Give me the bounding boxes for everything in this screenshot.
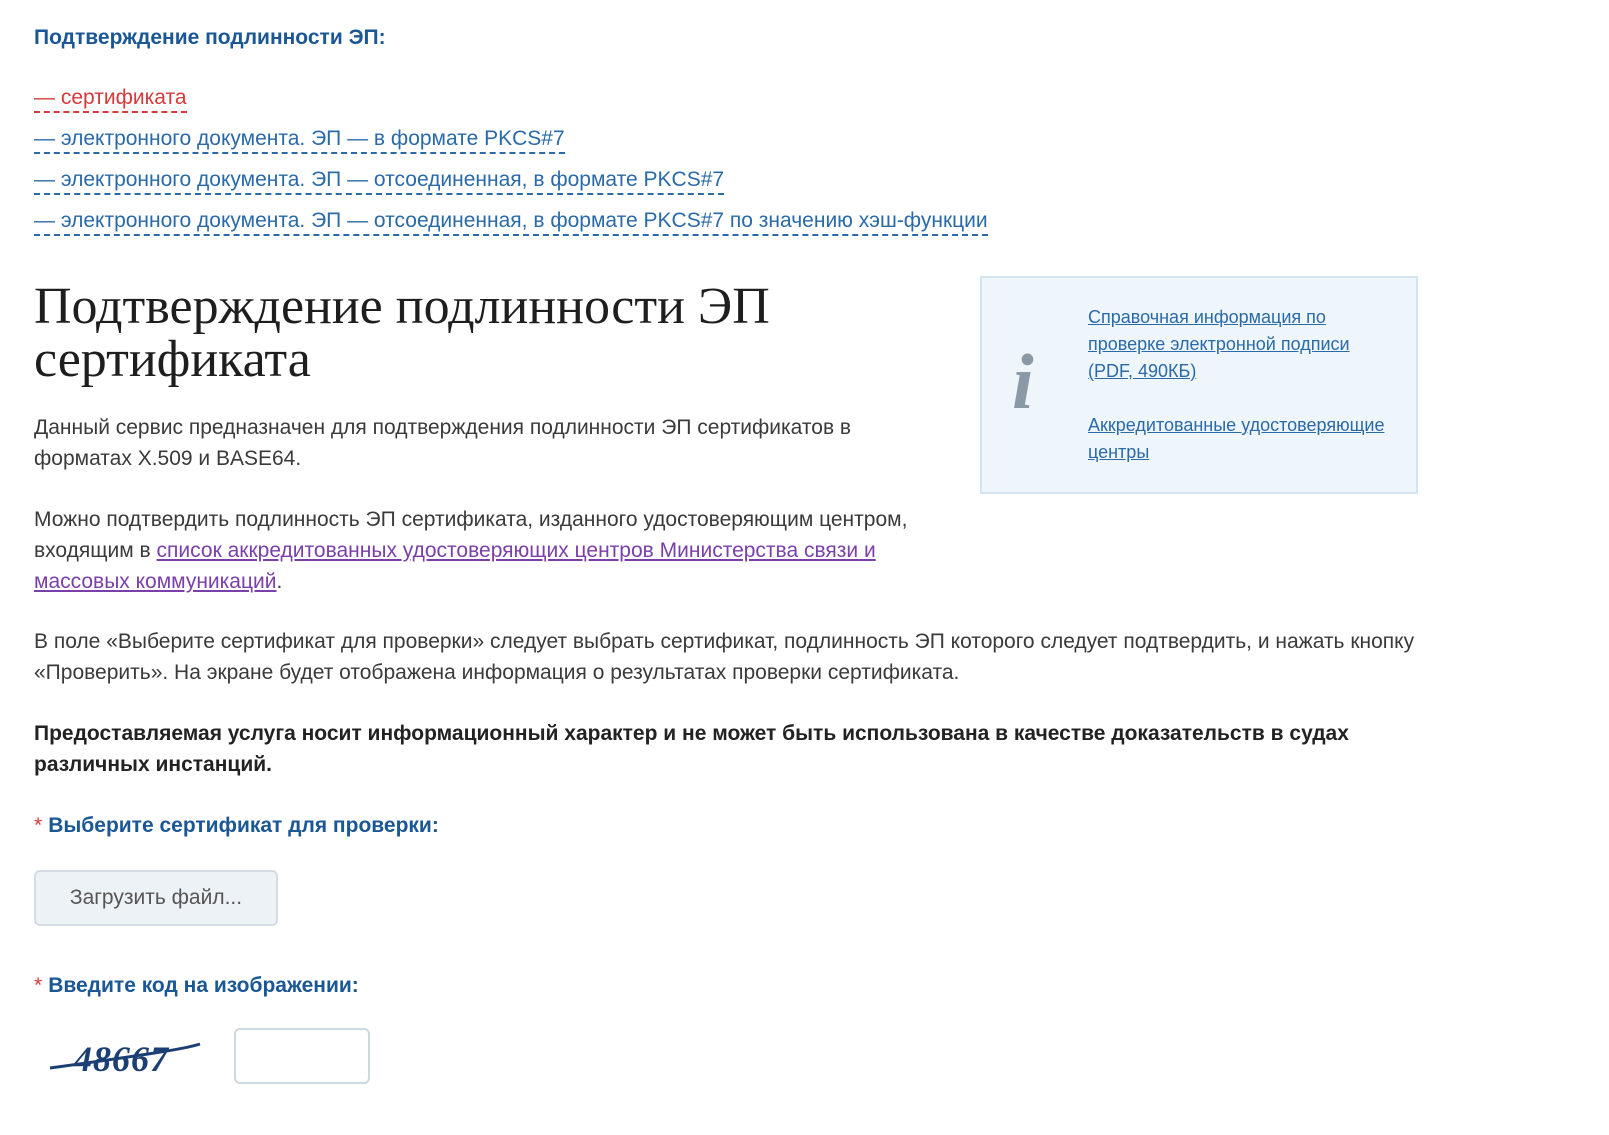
nav-item-document-detached xyxy=(34,168,988,209)
accredited-list-link[interactable]: список аккредитованных удостоверяющих центров Министерства связи и массовых коммуникаций xyxy=(34,539,876,593)
required-mark: * xyxy=(34,974,43,997)
accredited-text-after: . xyxy=(276,570,283,593)
nav-link-document-hash[interactable]: — электронного документа. ЭП — отсоединенная, в формате PKCS#7 по значению хэш-функции xyxy=(34,209,988,236)
upload-file-button[interactable]: Загрузить файл... xyxy=(34,870,278,926)
certificate-label-text: Выберите сертификат для проверки: xyxy=(48,814,439,837)
nav-link-document-detached[interactable]: — электронного документа. ЭП — отсоединенная, в формате PKCS#7 xyxy=(34,168,724,195)
nav-item-document-hash xyxy=(34,209,988,250)
page-title: Подтверждение подлинности ЭП сертификата xyxy=(34,278,770,388)
info-links xyxy=(1088,304,1388,466)
info-icon: i xyxy=(1012,338,1034,425)
nav-item-document-pkcs7 xyxy=(34,127,988,168)
info-box xyxy=(980,276,1418,494)
intro-text: Данный сервис предназначен для подтверждения подлинности ЭП сертификатов в форматах X.509 и BASE64. xyxy=(34,416,852,470)
required-mark: * xyxy=(34,814,43,837)
certificate-field-label xyxy=(34,814,439,838)
captcha-image xyxy=(48,1034,204,1082)
help-pdf-link[interactable]: Справочная информация по проверке электронной подписи (PDF, 490КБ) xyxy=(1088,307,1350,381)
verification-type-nav xyxy=(34,86,988,250)
nav-link-document-pkcs7[interactable]: — электронного документа. ЭП — в формате PKCS#7 xyxy=(34,127,565,154)
captcha-field-label xyxy=(34,974,359,998)
captcha-code: 48667 xyxy=(74,1039,169,1079)
accredited-text-before: Можно подтвердить подлинность ЭП сертификата, изданного удостоверяющим центром, входящим в xyxy=(34,508,908,562)
captcha-input[interactable] xyxy=(234,1028,370,1084)
legal-notice: Предоставляемая услуга носит информационный характер и не может быть использована в качестве доказательств в судах различных инстанций. xyxy=(34,722,1349,776)
accredited-centers-link[interactable]: Аккредитованные удостоверяющие центры xyxy=(1088,415,1385,462)
instructions-text: В поле «Выберите сертификат для проверки» следует выбрать сертификат, подлинность ЭП которого следует подтвердить, и нажать кнопку «Проверить». На экране будет отображена информация о результатах проверки сертификата. xyxy=(34,630,1415,684)
nav-item-certificate xyxy=(34,86,988,127)
nav-link-certificate[interactable]: — сертификата xyxy=(34,86,187,113)
captcha-strike-line xyxy=(48,1040,204,1080)
captcha-label-text: Введите код на изображении: xyxy=(48,974,359,997)
section-heading: Подтверждение подлинности ЭП: xyxy=(34,26,386,49)
accredited-text xyxy=(34,504,934,597)
